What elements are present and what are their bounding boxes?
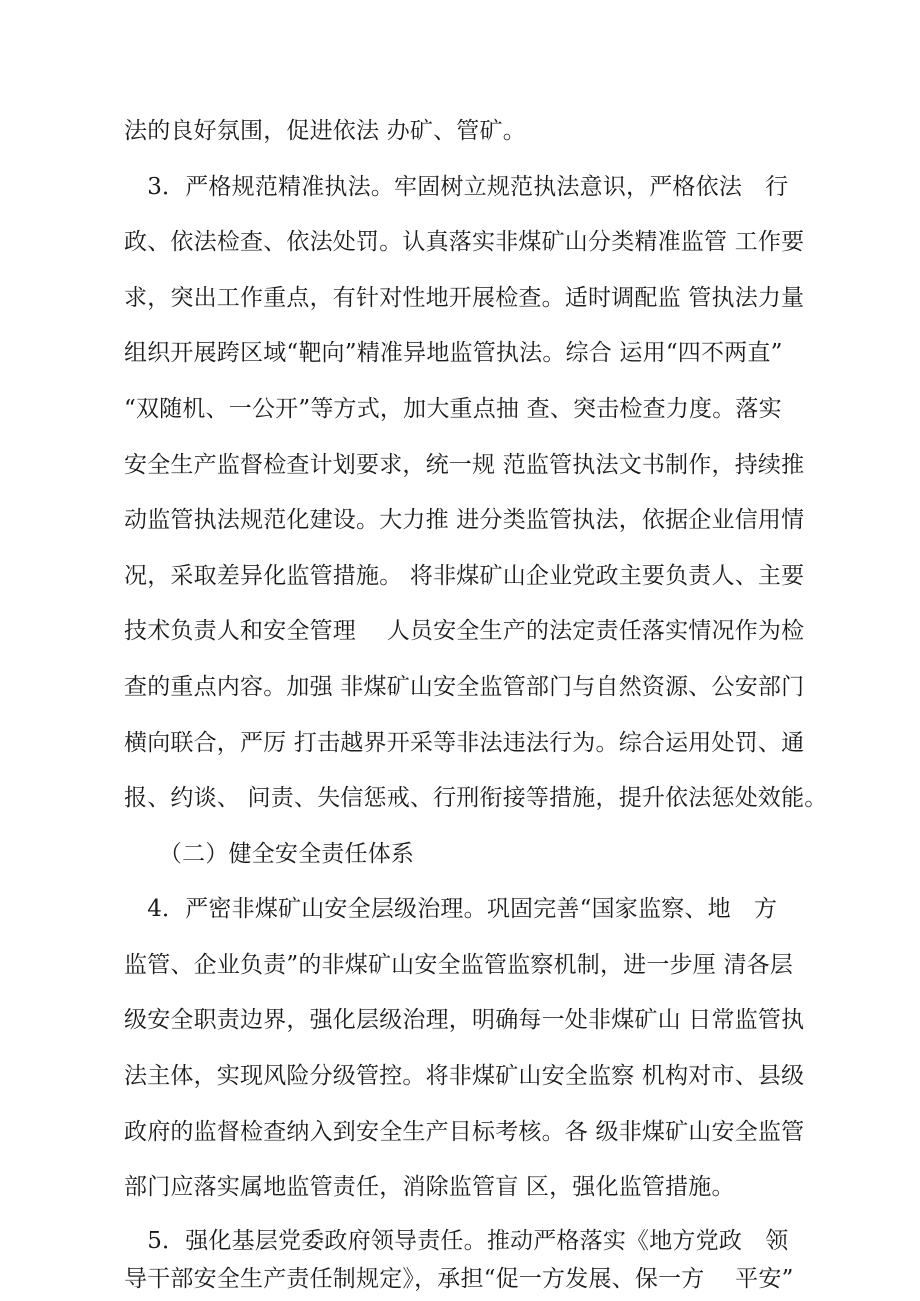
text-line: 求，突出工作重点，有针对性地开展检查。适时调配监 管执法力量	[124, 285, 805, 311]
section-heading: （二）健全安全责任体系	[124, 841, 415, 867]
text-line: 查的重点内容。加强 非煤矿山安全监管部门与自然资源、公安部门	[124, 674, 805, 700]
text-line: 部门应落实属地监管责任，消除监管盲 区，强化监管措施。	[124, 1174, 735, 1200]
text-line: 法的良好氛围，促进依法 办矿、管矿。	[124, 118, 526, 144]
text-line: 况，采取差异化监管措施。 将非煤矿山企业党政主要负责人、主要	[124, 563, 805, 589]
text-line: 5．强化基层党委政府领导责任。推动严格落实《地方党政 领	[124, 1228, 789, 1254]
text-line: 动监管执法规范化建设。大力推 进分类监管执法，依据企业信用情	[124, 507, 805, 533]
text-line: 级安全职责边界，强化层级治理，明确每一处非煤矿山 日常监管执	[124, 1007, 805, 1033]
text-line: 4．严密非煤矿山安全层级治理。巩固完善“国家监察、地 方	[124, 896, 778, 922]
text-line: 法主体，实现风险分级管控。将非煤矿山安全监察 机构对市、县级	[124, 1063, 805, 1089]
text-line: 监管、企业负责”的非煤矿山安全监管监察机制，进一步厘 清各层	[124, 952, 794, 978]
text-line: “双随机、一公开”等方式，加大重点抽 查、突击检查力度。落实	[124, 396, 782, 422]
text-line: 导干部安全生产责任制规定》，承担“促一方发展、保一方 平安”	[124, 1266, 794, 1292]
text-line: 报、约谈、 问责、失信惩戒、行刑衔接等措施，提升依法惩处效能。	[124, 785, 828, 811]
text-line: 组织开展跨区域“靶向”精准异地监管执法。综合 运用“四不两直”	[124, 340, 783, 366]
text-line: 政府的监督检查纳入到安全生产目标考核。各 级非煤矿山安全监管	[124, 1119, 805, 1145]
text-line: 3．严格规范精准执法。牢固树立规范执法意识，严格依法 行	[124, 174, 789, 200]
text-line: 技术负责人和安全管理 人员安全生产的法定责任落实情况作为检	[124, 618, 805, 644]
text-line: 政、依法检查、依法处罚。认真落实非煤矿山分类精准监管 工作要	[124, 229, 805, 255]
text-line: 横向联合，严厉 打击越界开采等非法违法行为。综合运用处罚、通	[124, 730, 805, 756]
text-line: 安全生产监督检查计划要求，统一规 范监管执法文书制作，持续推	[124, 452, 805, 478]
